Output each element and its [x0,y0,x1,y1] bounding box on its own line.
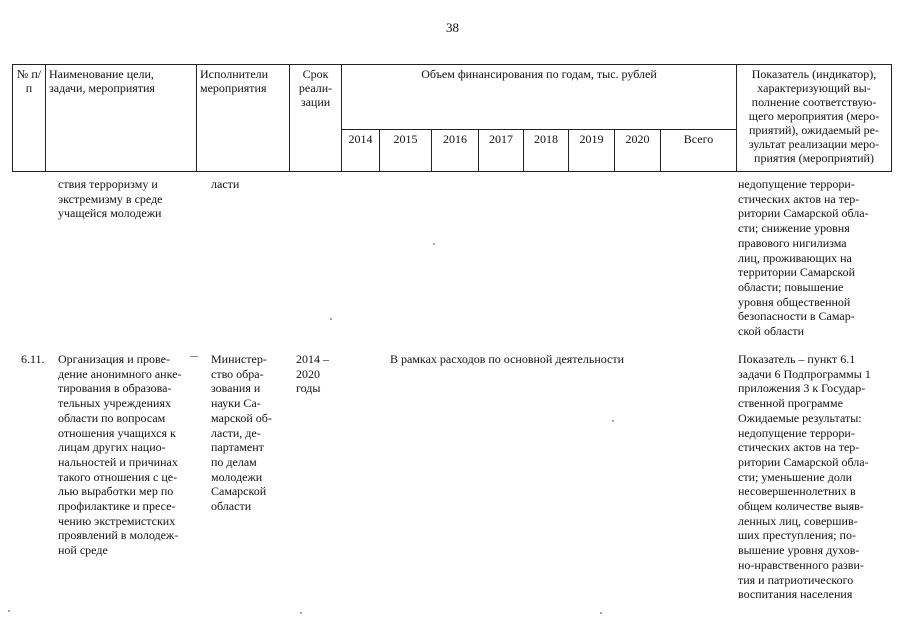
header-funding: Объем финансирования по годам, тыс. рублей [341,64,737,130]
header-year-2016: 2016 [431,129,479,172]
header-name: Наименование цели, задачи, мероприятия [45,64,197,172]
row-executors: ласти [211,177,240,191]
row-term: 2014 – 2020 годы [296,352,329,396]
row-indicator: недопущение террори- стических актов на тер- ритории Самарской обла- сти; снижение уровня правового нигилизма лиц, проживающих на территории Самарской области; повышение уровня общественной безопасности в Самар- ской области [738,177,869,339]
row-indicator: Показатель – пункт 6.1 задачи 6 Подпрограммы 1 приложения 3 к Государ- ственной программе Ожидаемые результаты: недопущение террори- стических актов на тер- ритории Самарской обла- сти; уменьшение доли несовершеннолетних в общем количестве выяв- ленных лиц, совершив- ших преступления; по- вышение уровня духов- но-нравственного разви- тия и патриотического воспитания населения [738,352,871,602]
row-name: Организация и прове- дение анонимного анке- тирования в образова- тельных учреждениях области по вопросам отношения учащихся к лицам других нацио- нальностей и причинах такого отношения с це- лью выработки мер по профилактике и пресе- чению экстремистских проявлений в молодеж- ной среде [58,352,182,558]
scan-mark [8,610,10,612]
header-year-2018: 2018 [523,129,569,172]
page-number: 38 [446,20,459,35]
row-funding: В рамках расходов по основной деятельности [390,352,625,366]
scan-mark [600,612,602,614]
header-year-2014: 2014 [341,129,380,172]
scan-mark [433,243,435,245]
header-executors: Исполнители мероприятия [196,64,290,172]
row-name: ствия терроризму и экстремизму в среде учащейся молодежи [58,177,163,221]
scan-mark [612,420,614,422]
table-header [12,64,892,172]
row-executors: Министер- ство обра- зования и науки Са- марской об- ласти, де- партамент по делам молодежи Самарской области [211,352,272,514]
header-num: № п/п [12,64,46,172]
header-indicator: Показатель (индикатор), характеризующий вы-полнение соответствую-щего мероприятия (меро-приятий), ожидаемый ре-зультат реализации меро-приятия (мероприятий) [736,64,892,172]
scan-mark [300,612,302,614]
header-total: Всего [660,129,737,172]
row-num: 6.11. [21,352,45,366]
header-year-2019: 2019 [568,129,615,172]
header-term: Срок реали-зации [289,64,342,172]
header-year-2015: 2015 [379,129,432,172]
header-year-2017: 2017 [478,129,524,172]
scan-mark [190,356,198,357]
header-year-2020: 2020 [614,129,661,172]
scan-mark [330,318,332,320]
